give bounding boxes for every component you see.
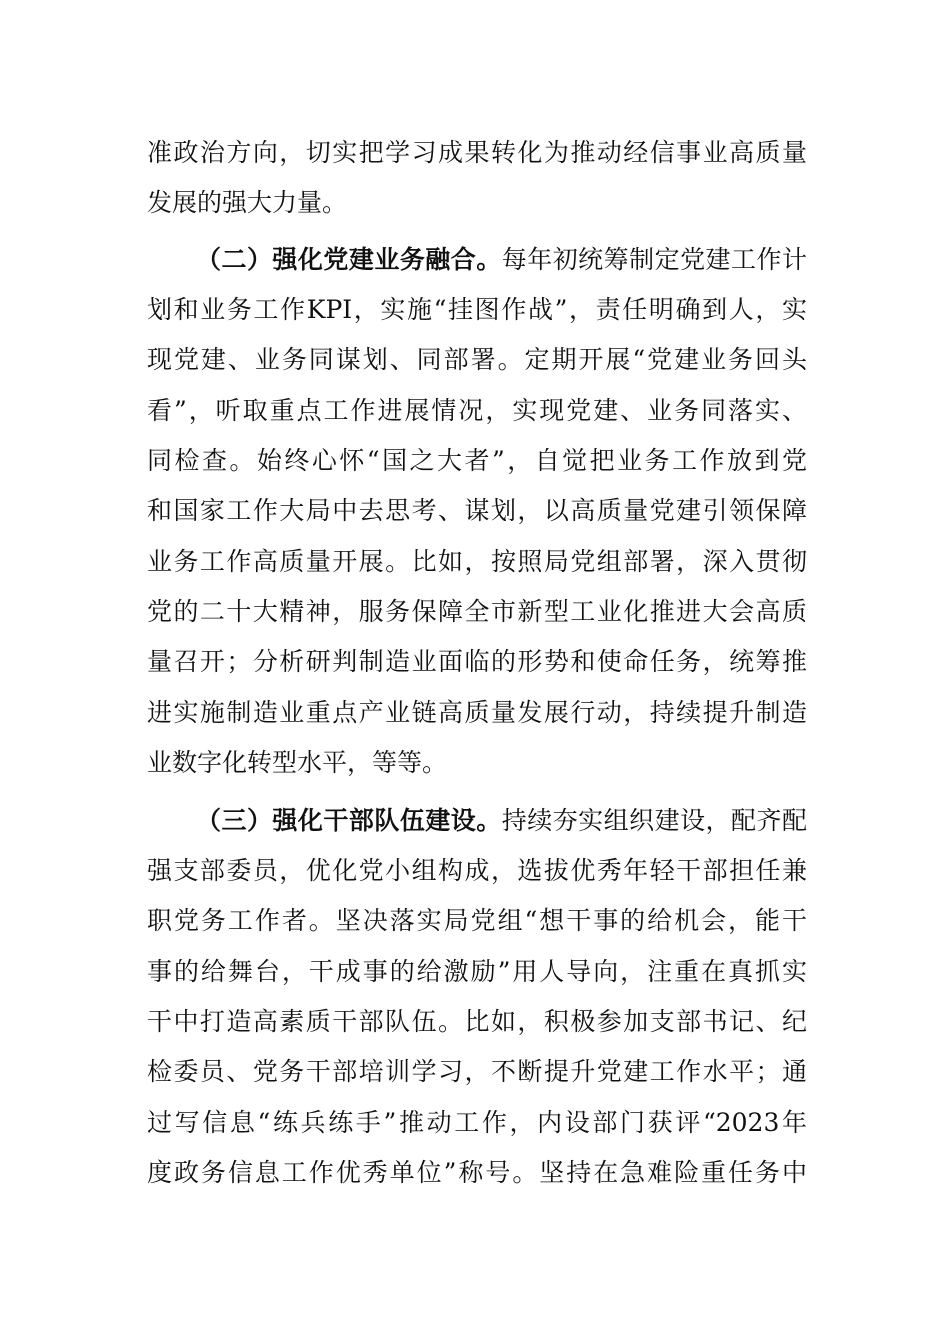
paragraph-3-line-5: 干中打造高素质干部队伍。比如，积极参加支部书记、纪 (147, 1007, 807, 1036)
paragraph-3-line-7: 过写信息“练兵练手”推动工作，内设部门获评“2023年 (147, 1108, 807, 1137)
paragraph-2-line-11: 业数字化转型水平，等等。 (147, 748, 448, 777)
paragraph-1-line-1: 准政治方向，切实把学习成果转化为推动经信事业高质量 (147, 138, 807, 167)
paragraph-2-line-7: 业务工作高质量开展。比如，按照局党组部署，深入贯彻 (147, 547, 807, 576)
paragraph-3-line-4: 事的给舞台，干成事的给激励”用人导向，注重在真抓实 (147, 957, 807, 986)
paragraph-3-line-2: 强支部委员，优化党小组构成，选拔优秀年轻干部担任兼 (147, 856, 807, 885)
paragraph-2-heading: （二）强化党建业务融合。 (196, 245, 502, 274)
paragraph-3-line-8: 度政务信息工作优秀单位”称号。坚持在急难险重任务中 (147, 1158, 807, 1187)
paragraph-2-line-3: 现党建、业务同谋划、同部署。定期开展“党建业务回头 (147, 345, 807, 374)
paragraph-3-heading: （三）强化干部队伍建设。 (196, 806, 502, 835)
paragraph-2-line-2: 划和业务工作KPI，实施“挂图作战”，责任明确到人，实 (147, 295, 807, 324)
paragraph-3-line-3: 职党务工作者。坚决落实局党组“想干事的给机会，能干 (147, 906, 807, 935)
paragraph-2-first-line-text: 每年初统筹制定党建工作计 (501, 245, 807, 274)
paragraph-2-line-4: 看”，听取重点工作进展情况，实现党建、业务同落实、 (147, 396, 807, 425)
paragraph-2-line-8: 党的二十大精神，服务保障全市新型工业化推进大会高质 (147, 597, 807, 626)
paragraph-2-line-5: 同检查。始终心怀“国之大者”，自觉把业务工作放到党 (147, 446, 807, 475)
paragraph-3-line-1 (196, 796, 807, 846)
paragraph-2-line-6: 和国家工作大局中去思考、谋划，以高质量党建引领保障 (147, 496, 807, 525)
paragraph-3-line-6: 检委员、党务干部培训学习，不断提升党建工作水平；通 (147, 1057, 807, 1086)
paragraph-2-line-9: 量召开；分析研判制造业面临的形势和使命任务，统筹推 (147, 647, 807, 676)
paragraph-2-line-10: 进实施制造业重点产业链高质量发展行动，持续提升制造 (147, 698, 807, 727)
paragraph-1-line-2: 发展的强大力量。 (147, 188, 348, 217)
paragraph-3-first-line-text: 持续夯实组织建设，配齐配 (501, 806, 807, 835)
paragraph-2-line-1 (196, 235, 807, 285)
